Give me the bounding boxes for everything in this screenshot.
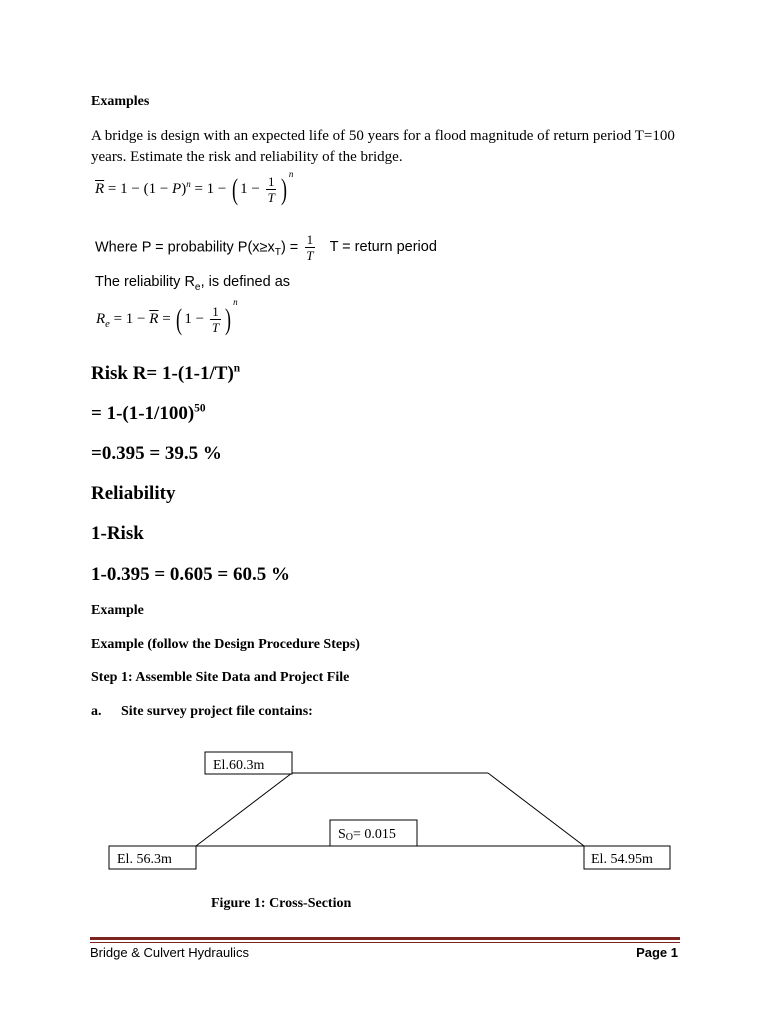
exponent: n	[288, 168, 294, 179]
risk-formula: $\overline{R} = 1 - (1 - P)^n = 1$ − ( 1 − $\frac{1}{T}$ ) $^n$	[95, 168, 294, 206]
slope-symbol: S	[338, 827, 346, 842]
where-text: Where P = probability P(x≥x	[95, 239, 275, 256]
calc-sup: 50	[194, 402, 206, 415]
step1-heading: Step 1: Assemble Site Data and Project File	[91, 670, 350, 685]
formula-part: = 1 −	[194, 180, 231, 197]
item-a	[91, 704, 313, 720]
reliability-formula: $R_e = 1 - \overline{R}$ = ( 1 − $\frac{1}{T}$ )$^n$	[96, 296, 238, 336]
footer-rule-thick	[90, 937, 680, 940]
where-line	[95, 232, 437, 263]
footer-title: Bridge & Culvert Hydraulics	[90, 945, 249, 960]
r-bar-symbol: $\overline{R}$	[149, 310, 159, 327]
cross-section-figure	[100, 745, 680, 875]
calc-reliability-result: 1-0.395 = 0.605 = 60.5 %	[91, 564, 290, 585]
r-bar-symbol: $\overline{R}$	[95, 180, 105, 197]
r-symbol: R	[96, 310, 106, 327]
numerator: 1	[306, 232, 314, 247]
left-slope-line	[196, 773, 292, 846]
exponent: n	[233, 296, 238, 307]
intro-paragraph: A bridge is design with an expected life of 50 years for a flood magnitude of return period T=100 years. Estimate the risk and reliability of the bridge.	[91, 128, 675, 165]
fraction	[210, 304, 221, 335]
slope-value: = 0.015	[353, 827, 396, 842]
exponent: n	[186, 178, 191, 189]
item-a-label: a.	[91, 704, 102, 719]
p-symbol: P	[172, 180, 182, 197]
calc-one-minus-risk: 1-Risk	[91, 523, 144, 544]
calc-sup: n	[233, 362, 241, 375]
denominator: T	[211, 320, 220, 335]
label-top-elevation: El.60.3m	[213, 758, 265, 773]
section-heading: Examples	[91, 94, 150, 109]
formula-part: =	[162, 310, 175, 327]
def-text: The reliability R	[95, 274, 195, 290]
where-text: ) =	[280, 239, 299, 256]
fraction	[304, 232, 315, 263]
subscript: e	[105, 318, 110, 330]
numerator: 1	[267, 174, 275, 189]
return-period-text: T = return period	[329, 239, 437, 256]
calc-reliability-heading: Reliability	[91, 483, 176, 504]
formula-part: )	[181, 180, 187, 197]
denominator: T	[267, 190, 275, 205]
formula-part: = 1 −	[113, 310, 150, 327]
page-number: Page 1	[636, 945, 678, 960]
footer-rule-thin	[90, 942, 680, 943]
def-text: , is defined as	[200, 274, 291, 290]
calc-text: Risk R= 1-(1-1/T)	[91, 363, 234, 384]
example-follow-heading: Example (follow the Design Procedure Steps)	[91, 637, 360, 652]
formula-part: 1 −	[240, 180, 264, 197]
numerator: 1	[212, 304, 219, 319]
calc-risk-result: =0.395 = 39.5 %	[91, 443, 222, 464]
example-label: Example	[91, 603, 144, 618]
subscript: T	[274, 247, 281, 259]
right-slope-line	[488, 773, 584, 846]
formula-part: 1 −	[184, 310, 208, 327]
reliability-definition	[95, 274, 291, 293]
calc-text: = 1-(1-1/100)	[91, 403, 195, 424]
calc-substitution	[91, 403, 206, 425]
calc-risk-formula	[91, 363, 240, 385]
figure-caption: Figure 1: Cross-Section	[211, 896, 352, 911]
denominator: T	[306, 248, 314, 263]
item-a-text: Site survey project file contains:	[121, 704, 313, 719]
formula-part: = 1 − (1 −	[107, 180, 173, 197]
fraction	[266, 174, 277, 205]
slope-subscript: O	[345, 832, 354, 843]
label-right-elevation: El. 54.95m	[591, 852, 653, 867]
label-left-elevation: El. 56.3m	[117, 852, 172, 867]
subscript: e	[194, 281, 201, 293]
